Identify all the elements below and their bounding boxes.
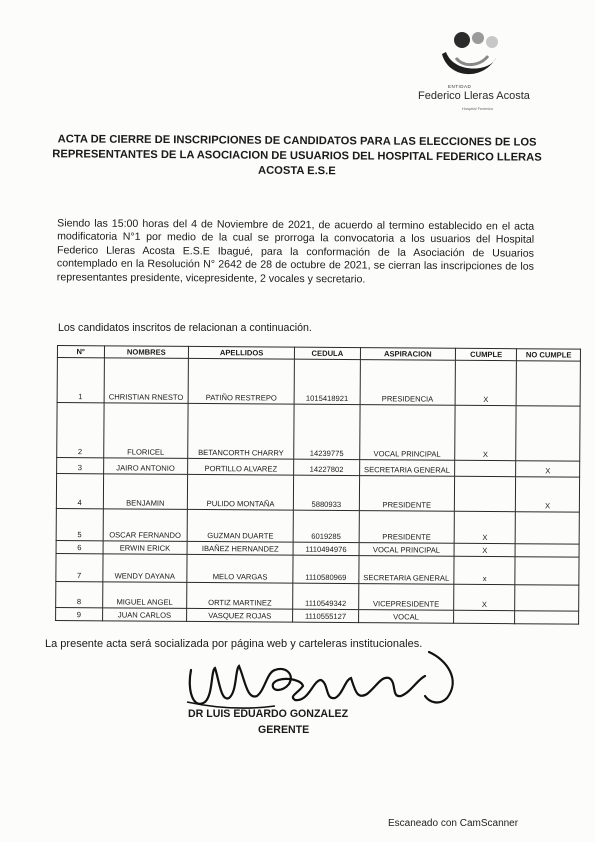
cell-cumple: X [455, 360, 517, 405]
cell-number: 5 [56, 508, 103, 540]
header-cumple: CUMPLE [455, 348, 516, 360]
handwritten-signature [185, 640, 475, 715]
cell-no-cumple [517, 361, 581, 406]
cell-cedula: 1110549342 [293, 583, 359, 609]
table-row [57, 403, 580, 462]
cell-number: 3 [57, 458, 104, 474]
cell-cumple: X [454, 511, 516, 543]
table-row [56, 553, 579, 585]
cell-apellidos: GUZMAN DUARTE [187, 509, 293, 542]
cell-cedula: 14239775 [294, 404, 360, 459]
table-row [56, 474, 579, 513]
cell-no-cumple [515, 544, 579, 557]
header-cedula: CEDULA [295, 347, 361, 359]
cell-no-cumple [515, 585, 579, 611]
cell-cedula: 1110580969 [293, 555, 359, 583]
cell-cumple [454, 476, 516, 511]
cell-nombres: ERWIN ERICK [103, 541, 188, 555]
cell-cumple: X [454, 584, 516, 610]
cell-nombres: WENDY DAYANA [102, 554, 187, 583]
cell-number: 1 [57, 358, 104, 403]
cell-aspiracion: PRESIDENCIA [360, 360, 456, 406]
cell-number: 7 [56, 553, 103, 581]
cell-cedula: 1110494976 [293, 542, 359, 555]
cell-no-cumple [516, 406, 580, 461]
table-intro: Los candidatos inscritos de relacionan a continuación. [58, 322, 312, 334]
document-title: ACTA DE CIERRE DE INSCRIPCIONES DE CANDIDATOS PARA LAS ELECCIONES DE LOS REPRESENTANTES DE LA ASOCIACION DE USUARIOS DEL HOSPITAL FEDERICO LLERAS ACOSTA E.S.E [52, 133, 542, 178]
header-number: N° [57, 346, 104, 358]
table-row [56, 508, 579, 544]
header-nombres: NOMBRES [104, 346, 189, 359]
hospital-logo [418, 28, 538, 118]
cell-cedula: 14227802 [294, 459, 360, 475]
cell-nombres: BENJAMIN [103, 474, 188, 510]
cell-aspiracion: VOCAL PRINCIPAL [359, 405, 455, 461]
cell-no-cumple: X [516, 461, 580, 477]
cell-cedula: 1110555127 [293, 609, 359, 622]
cell-aspiracion: SECRETARIA GENERAL [359, 460, 454, 477]
scanner-watermark: Escaneado con CamScanner [388, 818, 519, 829]
logo-name: Federico Lleras Acosta [418, 90, 530, 102]
cell-apellidos: VASQUEZ ROJAS [187, 608, 293, 622]
cell-number: 9 [56, 607, 103, 620]
cell-apellidos: PORTILLO ALVAREZ [188, 458, 294, 475]
cell-apellidos: IBAÑEZ HERNANDEZ [187, 541, 293, 555]
cell-nombres: JUAN CARLOS [102, 608, 187, 622]
cell-cedula: 1015418921 [294, 359, 360, 404]
cell-nombres: JAIRO ANTONIO [103, 458, 188, 475]
cell-cedula: 6019285 [293, 510, 359, 542]
cell-aspiracion: PRESIDENTE [359, 511, 455, 544]
candidates-table [55, 345, 581, 625]
logo-sub-text: Hospital Federico [462, 106, 494, 111]
cell-apellidos: PULIDO MONTAÑA [188, 474, 294, 510]
cell-number: 2 [57, 403, 104, 458]
cell-apellidos: MELO VARGAS [187, 554, 293, 583]
cell-number: 8 [56, 581, 103, 607]
cell-aspiracion: VOCAL PRINCIPAL [359, 543, 454, 557]
header-aspiracion: ASPIRACION [360, 348, 455, 361]
header-apellidos: APELLIDOS [189, 346, 295, 359]
cell-cumple: x [454, 556, 516, 584]
cell-no-cumple: X [516, 477, 580, 512]
table-row [57, 358, 580, 407]
header-no-cumple: NO CUMPLE [517, 349, 581, 361]
signer-role: GERENTE [258, 724, 310, 736]
cell-nombres: CHRISTIAN RNESTO [104, 358, 189, 404]
cell-no-cumple [516, 512, 580, 544]
body-paragraph: Siendo las 15:00 horas del 4 de Noviembre de 2021, de acuerdo al termino establecido en el acta modificatoria N°1 por medio de la cual se prorroga la convocatoria a los usuarios del Hospital Federico Lleras Acosta E.S.E Ibagué, para la conformación de la Asociación de Usuarios contemplado en la Resolución N° 2642 de 28 de octubre de 2021, se cierran las inscripciones de los representantes presidente, vicepresidente, 2 vocales y secretario. [56, 217, 535, 286]
cell-cumple: X [454, 543, 515, 556]
cell-no-cumple [515, 557, 579, 585]
cell-number: 4 [56, 474, 103, 509]
table-row [56, 581, 579, 611]
cell-cumple [455, 460, 517, 476]
cell-cumple: X [455, 405, 517, 460]
cell-no-cumple [515, 611, 579, 624]
cell-apellidos: PATIÑO RESTREPO [188, 358, 294, 404]
cell-nombres: OSCAR FERNANDO [103, 509, 188, 542]
cell-aspiracion: PRESIDENTE [359, 476, 455, 512]
cell-apellidos: BETANCORTH CHARRY [188, 403, 294, 459]
logo-mark-icon [432, 28, 512, 84]
cell-apellidos: ORTIZ MARTINEZ [187, 582, 293, 609]
logo-top-text: ENTIDAD [448, 84, 472, 89]
cell-aspiracion: VOCAL [358, 610, 453, 624]
cell-cumple [454, 610, 515, 623]
signer-name: DR LUIS EDUARDO GONZALEZ [188, 708, 349, 720]
cell-nombres: FLORICEL [103, 403, 188, 459]
cell-cedula: 5880933 [293, 475, 359, 510]
cell-aspiracion: VICEPRESIDENTE [358, 584, 453, 611]
table-row [56, 607, 579, 624]
cell-nombres: MIGUEL ANGEL [102, 582, 187, 609]
cell-aspiracion: SECRETARIA GENERAL [359, 556, 454, 585]
closing-statement: La presente acta será socializada por página web y carteleras institucionales. [45, 638, 423, 650]
cell-number: 6 [56, 540, 103, 553]
